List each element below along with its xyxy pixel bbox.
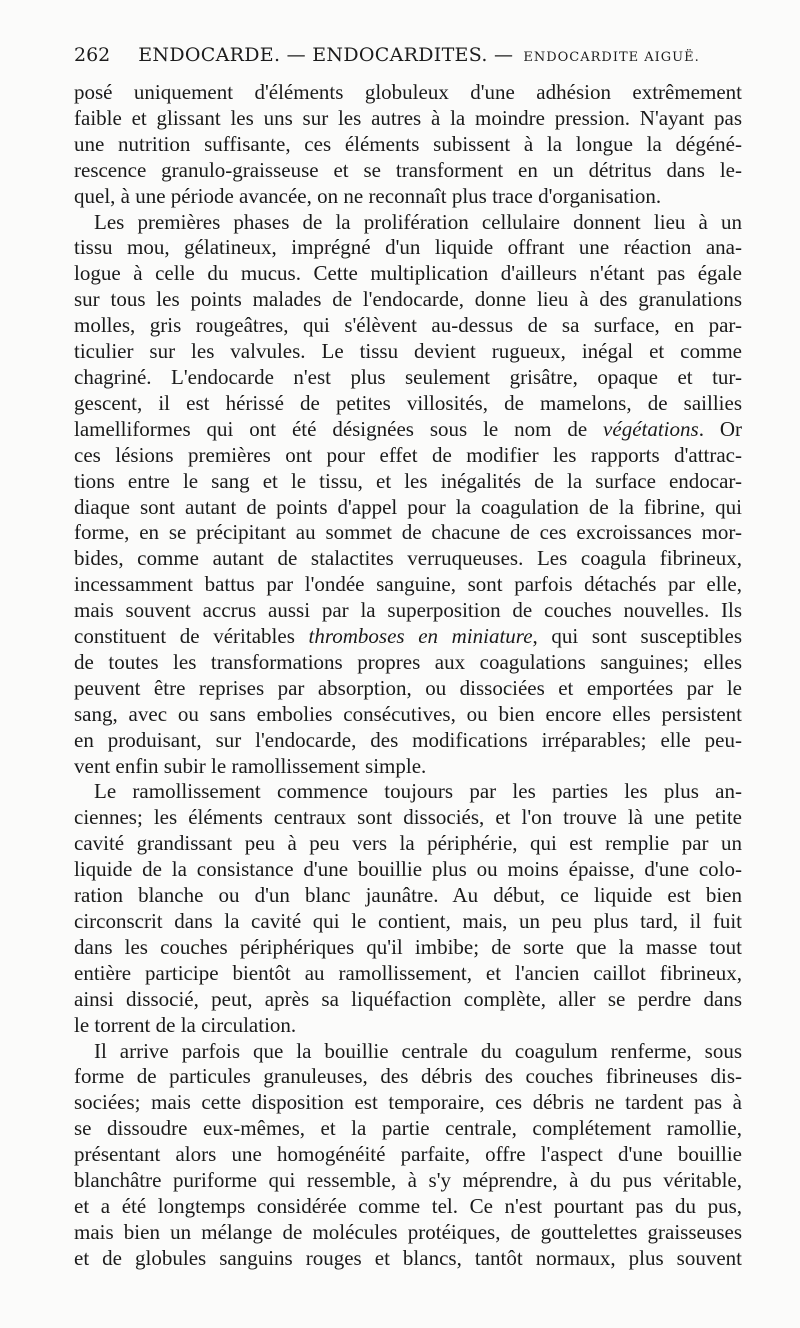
paragraph [74,80,742,210]
text-segment: . Or [698,416,742,441]
paragraph [74,210,742,780]
text-line: Les premières phases de la prolifération cellulaire donnent lieu à un [94,209,742,234]
text-line: vent enfin subir le ramollissement simple. [74,753,427,778]
body-text [74,80,742,1272]
paragraph [74,779,742,1038]
text-line: sang, avec ou sans embolies consécutives, ou bien encore elles persistent [74,701,742,726]
text-line: rescence granulo-graisseuse et se transforment en un détritus dans le- [74,157,742,182]
text-line: forme, en se précipitant au sommet de chacune de ces excroissances mor- [74,520,742,545]
text-line: quel, à une période avancée, on ne reconnaît plus trace d'organisation. [74,183,662,208]
text-line: ces lésions premières ont pour effet de modifier les rapports d'attrac- [74,442,742,467]
text-line: de toutes les transformations propres aux coagulations sanguines; elles [74,649,742,674]
text-line: forme de particules granuleuses, des débris des couches fibrineuses dis- [74,1064,742,1089]
text-line: bides, comme autant de stalactites verruqueuses. Les coagula fibrineux, [74,546,742,571]
text-line: et a été longtemps considérée comme tel. Ce n'est pourtant pas du pus, [74,1193,742,1218]
text-line [74,417,742,443]
text-line: mais bien un mélange de molécules protéiques, de gouttelettes graisseuses [74,1219,742,1244]
text-line: circonscrit dans la cavité qui le contient, mais, un peu plus tard, il fuit [74,909,742,933]
text-line: ainsi dissocié, peut, après sa liquéfaction complète, aller se perdre dans [74,986,742,1011]
text-segment: , qui sont susceptibles [532,624,742,649]
text-line: posé uniquement d'éléments globuleux d'une adhésion extrêmement [74,80,742,104]
text-line: blanchâtre puriforme qui ressemble, à s'y méprendre, à du pus véritable, [74,1168,742,1193]
text-line: entière participe bientôt au ramollissement, et l'ancien caillot fibrineux, [74,960,742,985]
text-line: sur tous les points malades de l'endocarde, donne lieu à des granulations [74,287,742,312]
page-number: 262 [74,44,111,66]
text-line: Il arrive parfois que la bouillie centrale du coagulum renferme, sous [94,1038,742,1063]
header-title: ENDOCARDE. — ENDOCARDITES. — [138,44,514,66]
text-line: et de globules sanguins rouges et blancs, tantôt normaux, plus souvent [74,1245,742,1270]
text-line: en produisant, sur l'endocarde, des modifications irréparables; elle peu- [74,727,742,752]
text-line: Le ramollissement commence toujours par les parties les plus an- [94,779,742,804]
running-header [74,44,744,74]
text-line: le torrent de la circulation. [74,1012,297,1037]
text-line: diaque sont autant de points d'appel pour la coagulation de la fibrine, qui [74,494,742,519]
text-line: chagriné. L'endocarde n'est plus seulement grisâtre, opaque et tur- [74,364,742,389]
text-line [74,624,742,650]
text-line: peuvent être reprises par absorption, ou dissociées et emportées par le [74,675,742,700]
italic-term: thromboses en miniature [308,624,533,649]
text-line: se dissoudre eux-mêmes, et la partie centrale, complétement ramollie, [74,1116,742,1141]
text-line: molles, gris rougeâtres, qui s'élèvent au-dessus de sa surface, en par- [74,313,742,338]
text-line: ration blanche ou d'un blanc jaunâtre. Au début, ce liquide est bien [74,883,742,908]
text-line: gescent, il est hérissé de petites villosités, de mamelons, de saillies [74,390,742,415]
text-line: une nutrition suffisante, ces éléments subissent à la longue la dégéné- [74,131,742,156]
text-line: faible et glissant les uns sur les autres à la moindre pression. N'ayant pas [74,105,742,130]
text-line: tions entre le sang et le tissu, et les inégalités de la surface endocar- [74,468,742,493]
text-line: présentant alors une homogénéité parfaite, offre l'aspect d'une bouillie [74,1142,742,1167]
text-line: cavité grandissant peu à peu vers la périphérie, qui est remplie par un [74,831,742,856]
text-line: sociées; mais cette disposition est temporaire, ces débris ne tardent pas à [74,1090,742,1115]
text-line: dans les couches périphériques qu'il imbibe; de sorte que la masse tout [74,934,742,959]
text-line: ticulier sur les valvules. Le tissu devient rugueux, inégal et comme [74,339,742,364]
text-line: incessamment battus par l'ondée sanguine, sont parfois détachés par elle, [74,572,742,597]
text-segment: lamelliformes qui ont été désignées sous le nom de [74,416,604,441]
header-subtitle: ENDOCARDITE AIGUË. [523,50,700,65]
text-line: mais souvent accrus aussi par la superposition de couches nouvelles. Ils [74,598,742,623]
text-segment: constituent de véritables [74,624,309,649]
paragraph [74,1039,742,1272]
text-line: liquide de la consistance d'une bouillie plus ou moins épaisse, d'une colo- [74,857,742,882]
text-line: logue à celle du mucus. Cette multiplication d'ailleurs n'étant pas égale [74,261,742,286]
text-line: tissu mou, gélatineux, imprégné d'un liquide offrant une réaction ana- [74,235,742,260]
italic-term: végétations [603,416,699,441]
text-line: ciennes; les éléments centraux sont dissociés, et l'on trouve là une petite [74,805,742,830]
